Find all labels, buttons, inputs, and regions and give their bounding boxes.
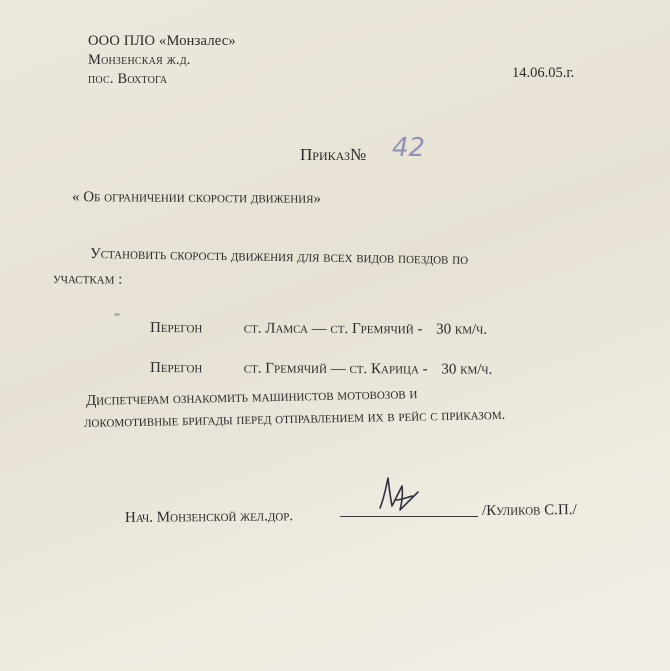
section-route: ст. Гремячий — ст. Карица - — [243, 360, 428, 378]
body-line-1: Установить скорость движения для всех видов поездов по — [89, 246, 469, 268]
org-name: ООО ПЛО «Монзалес» — [88, 33, 236, 49]
section-row — [150, 320, 487, 339]
org-location: пос. Вохтога — [88, 71, 168, 87]
document-date: 14.06.05.г. — [512, 65, 575, 81]
section-speed: 30 км/ч. — [441, 361, 493, 378]
org-railway: Монзенская ж.д. — [88, 52, 191, 68]
signatory-title: Нач. Монзенской жел.дор. — [124, 508, 294, 526]
ink-smudge — [114, 313, 120, 316]
section-speed: 30 км/ч. — [436, 321, 488, 338]
section-label: Перегон — [149, 360, 203, 377]
section-route: ст. Ламса — ст. Гремячий - — [243, 320, 423, 338]
signatory-name: /Куликов С.П./ — [481, 502, 577, 519]
section-row — [150, 360, 492, 379]
order-title: Приказ№ — [300, 145, 367, 164]
body-line-2: участкам : — [52, 271, 123, 288]
section-label: Перегон — [149, 320, 203, 337]
order-number-handwritten: 42 — [392, 133, 426, 163]
handwritten-signature — [366, 470, 436, 520]
order-subject: « Об ограничении скорости движения» — [71, 189, 322, 207]
instruction-line-2: локомотивные бригады перед отправлением их в рейс с приказом. — [83, 406, 506, 431]
instruction-line-1: Диспетчерам ознакомить машинистов мотовозов и — [85, 386, 418, 409]
